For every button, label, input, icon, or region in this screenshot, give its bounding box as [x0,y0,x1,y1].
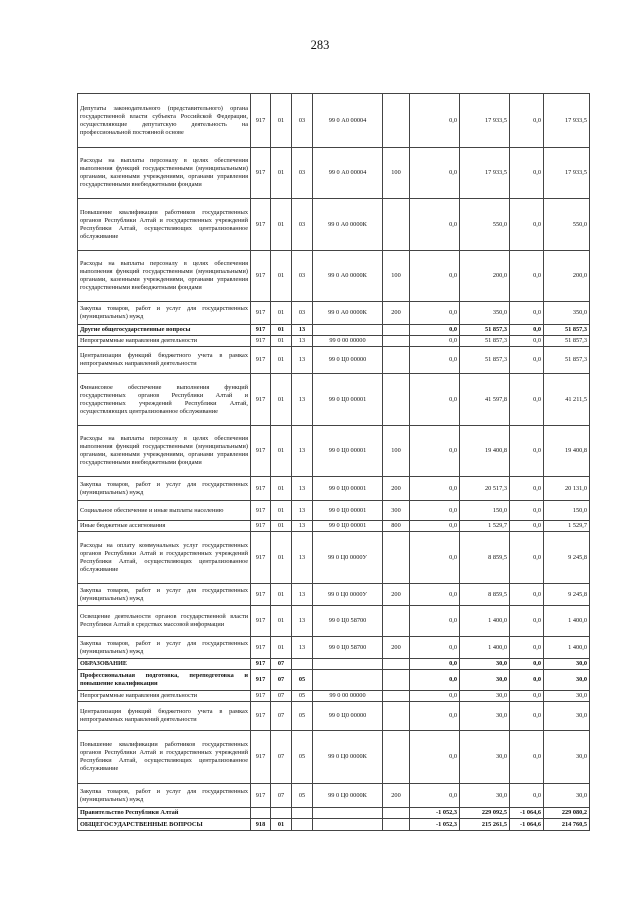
cell-subsection: 03 [292,199,313,251]
cell-amount-4: 200,0 [544,251,590,302]
cell-target-article: 99 0 Ц0 0000У [313,584,383,606]
table-row [78,501,590,521]
cell-expense-type [383,691,410,702]
cell-amount-2: 51 857,3 [460,347,510,374]
cell-target-article: 99 0 Ц0 00001 [313,426,383,477]
cell-amount-4: 9 245,8 [544,532,590,584]
cell-amount-1: 0,0 [410,731,460,784]
cell-amount-1: 0,0 [410,94,460,148]
cell-target-article: 99 0 Ц0 0000К [313,731,383,784]
cell-amount-4: 30,0 [544,731,590,784]
cell-target-article: 99 0 А0 0000К [313,199,383,251]
cell-section [271,808,292,819]
cell-amount-1: 0,0 [410,584,460,606]
cell-expense-type [383,325,410,336]
cell-section: 01 [271,584,292,606]
cell-expense-type [383,374,410,426]
cell-name: Расходы на выплаты персоналу в целях обеспечения выполнения функций государственными (муниципальными) органами, казенными учреждениями, органами управления государственными внебюджетными фондами [78,426,251,477]
cell-amount-2: 51 857,3 [460,325,510,336]
cell-amount-4: 51 857,3 [544,325,590,336]
cell-subsection: 13 [292,336,313,347]
cell-expense-type: 200 [383,584,410,606]
cell-amount-2: 350,0 [460,302,510,325]
cell-subsection: 13 [292,521,313,532]
cell-target-article: 99 0 Ц0 0000У [313,532,383,584]
table-row [78,199,590,251]
cell-amount-3: 0,0 [510,521,544,532]
cell-amount-1: 0,0 [410,501,460,521]
cell-expense-type [383,670,410,691]
table-row [78,374,590,426]
cell-amount-1: 0,0 [410,521,460,532]
cell-amount-1: 0,0 [410,670,460,691]
cell-name: Централизация функций бюджетного учета в рамках непрограммных направлений деятельности [78,702,251,731]
cell-amount-3: 0,0 [510,374,544,426]
cell-name: Расходы на оплату коммунальных услуг государственных органов Республики Алтай и государственных учреждений Республики Алтай, осуществляющих централизованное обслуживание [78,532,251,584]
table-row [78,532,590,584]
cell-amount-3: -1 064,6 [510,808,544,819]
cell-amount-2: 8 859,5 [460,532,510,584]
cell-target-article: 99 0 Ц0 0000К [313,784,383,808]
cell-amount-3: 0,0 [510,606,544,637]
cell-amount-4: 41 211,5 [544,374,590,426]
cell-amount-2: 41 597,8 [460,374,510,426]
table-row [78,148,590,199]
cell-amount-4: 1 400,0 [544,637,590,659]
cell-target-article [313,670,383,691]
cell-amount-4: 550,0 [544,199,590,251]
cell-section: 01 [271,148,292,199]
cell-name: Повышение квалификации работников государственных органов Республики Алтай и государственных учреждений Республики Алтай, осуществляющих централизованное обслуживание [78,199,251,251]
cell-section: 01 [271,94,292,148]
cell-expense-type: 300 [383,501,410,521]
cell-amount-3: 0,0 [510,670,544,691]
cell-expense-type [383,336,410,347]
cell-amount-4: 9 245,8 [544,584,590,606]
cell-amount-1: 0,0 [410,374,460,426]
cell-amount-1: -1 052,3 [410,808,460,819]
cell-org-code: 917 [251,302,271,325]
cell-org-code: 917 [251,659,271,670]
table-row [78,336,590,347]
cell-target-article: 99 0 Ц0 58700 [313,606,383,637]
cell-name: Правительство Республики Алтай [78,808,251,819]
cell-name: ОБЩЕГОСУДАРСТВЕННЫЕ ВОПРОСЫ [78,819,251,831]
cell-amount-2: 30,0 [460,731,510,784]
cell-name: Закупка товаров, работ и услуг для государственных (муниципальных) нужд [78,302,251,325]
cell-amount-4: 17 933,5 [544,94,590,148]
cell-amount-1: 0,0 [410,347,460,374]
cell-amount-3: 0,0 [510,691,544,702]
table-row [78,325,590,336]
cell-target-article: 99 0 А0 0000К [313,302,383,325]
cell-amount-3: 0,0 [510,659,544,670]
cell-amount-1: 0,0 [410,336,460,347]
cell-section: 01 [271,819,292,831]
cell-target-article: 99 0 А0 0000К [313,251,383,302]
cell-expense-type [383,347,410,374]
cell-name: Расходы на выплаты персоналу в целях обеспечения выполнения функций государственными (муниципальными) органами, казенными учреждениями, органами управления государственными внебюджетными фондами [78,148,251,199]
cell-name: Расходы на выплаты персоналу в целях обеспечения выполнения функций государственными (муниципальными) органами, казенными учреждениями, органами управления государственными внебюджетными фондами [78,251,251,302]
cell-name: Непрограммные направления деятельности [78,336,251,347]
cell-subsection [292,808,313,819]
cell-amount-2: 30,0 [460,691,510,702]
cell-target-article: 99 0 00 00000 [313,336,383,347]
cell-amount-3: 0,0 [510,148,544,199]
cell-section: 01 [271,637,292,659]
cell-subsection: 03 [292,148,313,199]
cell-section: 01 [271,477,292,501]
cell-section: 07 [271,731,292,784]
cell-subsection: 13 [292,501,313,521]
table-row [78,808,590,819]
cell-section: 01 [271,347,292,374]
cell-name: Освещение деятельности органов государственной власти Республики Алтай в средствах массовой информации [78,606,251,637]
cell-amount-3: 0,0 [510,94,544,148]
cell-amount-3: 0,0 [510,584,544,606]
cell-target-article: 99 0 Ц0 00000 [313,347,383,374]
cell-amount-3: 0,0 [510,501,544,521]
table-row [78,731,590,784]
cell-target-article [313,819,383,831]
cell-org-code: 917 [251,521,271,532]
cell-subsection: 05 [292,691,313,702]
cell-amount-4: 17 933,5 [544,148,590,199]
cell-target-article: 99 0 А0 00004 [313,148,383,199]
cell-amount-4: 51 857,3 [544,336,590,347]
cell-org-code: 917 [251,584,271,606]
cell-amount-2: 17 933,5 [460,148,510,199]
cell-section: 07 [271,784,292,808]
cell-section: 01 [271,302,292,325]
cell-amount-1: 0,0 [410,691,460,702]
cell-amount-4: 30,0 [544,784,590,808]
cell-expense-type [383,532,410,584]
cell-amount-4: 229 080,2 [544,808,590,819]
cell-org-code: 917 [251,784,271,808]
cell-expense-type: 200 [383,477,410,501]
cell-section: 07 [271,691,292,702]
cell-name: Финансовое обеспечение выполнения функций государственных органов Республики Алтай и государственных учреждений Республики Алтай, осуществляющих централизованное обслуживание [78,374,251,426]
cell-name: Закупка товаров, работ и услуг для государственных (муниципальных) нужд [78,784,251,808]
cell-amount-2: 20 517,3 [460,477,510,501]
cell-amount-3: 0,0 [510,199,544,251]
cell-expense-type [383,94,410,148]
cell-org-code: 917 [251,501,271,521]
cell-amount-3: 0,0 [510,336,544,347]
table-row [78,819,590,831]
cell-amount-4: 51 857,3 [544,347,590,374]
cell-subsection: 13 [292,325,313,336]
cell-amount-3: 0,0 [510,477,544,501]
cell-amount-1: 0,0 [410,199,460,251]
cell-amount-4: 30,0 [544,702,590,731]
cell-amount-1: 0,0 [410,251,460,302]
cell-section: 07 [271,659,292,670]
cell-amount-2: 30,0 [460,670,510,691]
cell-amount-1: 0,0 [410,532,460,584]
cell-subsection [292,659,313,670]
cell-target-article: 99 0 Ц0 00001 [313,501,383,521]
cell-subsection: 03 [292,251,313,302]
page-number: 283 [310,38,330,52]
cell-amount-3: 0,0 [510,532,544,584]
cell-amount-1: 0,0 [410,148,460,199]
cell-amount-2: 30,0 [460,784,510,808]
cell-amount-1: 0,0 [410,637,460,659]
cell-amount-3: -1 064,6 [510,819,544,831]
cell-amount-1: 0,0 [410,659,460,670]
cell-org-code: 917 [251,532,271,584]
cell-org-code: 917 [251,347,271,374]
cell-section: 01 [271,251,292,302]
cell-amount-3: 0,0 [510,347,544,374]
table-row [78,426,590,477]
budget-table [77,93,590,831]
cell-org-code [251,808,271,819]
cell-target-article: 99 0 00 00000 [313,691,383,702]
cell-expense-type [383,819,410,831]
cell-org-code: 917 [251,670,271,691]
cell-amount-3: 0,0 [510,426,544,477]
cell-subsection: 05 [292,670,313,691]
cell-org-code: 917 [251,148,271,199]
cell-name: Непрограммные направления деятельности [78,691,251,702]
cell-amount-2: 17 933,5 [460,94,510,148]
table-row [78,637,590,659]
cell-expense-type: 100 [383,251,410,302]
cell-subsection: 13 [292,347,313,374]
cell-amount-3: 0,0 [510,702,544,731]
cell-section: 01 [271,521,292,532]
cell-amount-3: 0,0 [510,302,544,325]
cell-name: Централизация функций бюджетного учета в рамках непрограммных направлений деятельности [78,347,251,374]
cell-name: Повышение квалификации работников государственных органов Республики Алтай и государственных учреждений Республики Алтай, осуществляющих централизованное обслуживание [78,731,251,784]
cell-amount-2: 1 400,0 [460,637,510,659]
table-row [78,691,590,702]
cell-section: 01 [271,501,292,521]
cell-org-code: 917 [251,325,271,336]
cell-name: Профессиональная подготовка, переподготовка и повышение квалификации [78,670,251,691]
cell-amount-4: 30,0 [544,659,590,670]
cell-subsection: 05 [292,784,313,808]
cell-target-article [313,659,383,670]
cell-name: Депутаты законодательного (представительного) органа государственной власти субъекта Российской Федерации, осуществляющие депутатскую деятельность на профессиональной постоянной основе [78,94,251,148]
cell-expense-type: 100 [383,148,410,199]
cell-amount-2: 30,0 [460,702,510,731]
cell-section: 07 [271,670,292,691]
cell-target-article [313,325,383,336]
cell-subsection: 13 [292,606,313,637]
cell-amount-4: 30,0 [544,691,590,702]
cell-amount-1: 0,0 [410,784,460,808]
cell-name: ОБРАЗОВАНИЕ [78,659,251,670]
cell-expense-type: 800 [383,521,410,532]
cell-name: Закупка товаров, работ и услуг для государственных (муниципальных) нужд [78,637,251,659]
cell-amount-2: 51 857,3 [460,336,510,347]
cell-amount-1: 0,0 [410,302,460,325]
cell-target-article [313,808,383,819]
cell-org-code: 917 [251,199,271,251]
cell-amount-1: 0,0 [410,477,460,501]
table-row [78,659,590,670]
cell-target-article: 99 0 Ц0 00001 [313,521,383,532]
cell-amount-2: 30,0 [460,659,510,670]
cell-subsection: 13 [292,426,313,477]
cell-amount-3: 0,0 [510,637,544,659]
cell-amount-4: 20 131,0 [544,477,590,501]
cell-name: Другие общегосударственные вопросы [78,325,251,336]
cell-name: Иные бюджетные ассигнования [78,521,251,532]
cell-section: 01 [271,199,292,251]
cell-amount-2: 19 400,8 [460,426,510,477]
cell-amount-4: 30,0 [544,670,590,691]
cell-org-code: 917 [251,731,271,784]
cell-expense-type: 200 [383,784,410,808]
cell-name: Социальное обеспечение и иные выплаты населению [78,501,251,521]
table-row [78,606,590,637]
cell-amount-2: 215 261,5 [460,819,510,831]
cell-subsection [292,819,313,831]
cell-amount-1: -1 052,3 [410,819,460,831]
cell-subsection: 05 [292,731,313,784]
cell-org-code: 917 [251,251,271,302]
cell-target-article: 99 0 Ц0 00001 [313,477,383,501]
cell-subsection: 13 [292,374,313,426]
cell-amount-3: 0,0 [510,731,544,784]
cell-org-code: 917 [251,374,271,426]
cell-subsection: 13 [292,477,313,501]
cell-section: 07 [271,702,292,731]
cell-amount-4: 19 400,8 [544,426,590,477]
cell-amount-1: 0,0 [410,325,460,336]
cell-target-article: 99 0 Ц0 00000 [313,702,383,731]
cell-target-article: 99 0 Ц0 00001 [313,374,383,426]
cell-amount-1: 0,0 [410,702,460,731]
cell-amount-2: 200,0 [460,251,510,302]
cell-org-code: 917 [251,336,271,347]
cell-name: Закупка товаров, работ и услуг для государственных (муниципальных) нужд [78,584,251,606]
cell-amount-1: 0,0 [410,426,460,477]
cell-expense-type [383,659,410,670]
cell-expense-type [383,808,410,819]
cell-amount-1: 0,0 [410,606,460,637]
cell-subsection: 13 [292,532,313,584]
cell-org-code: 917 [251,691,271,702]
cell-section: 01 [271,374,292,426]
cell-expense-type [383,606,410,637]
cell-org-code: 917 [251,702,271,731]
cell-section: 01 [271,325,292,336]
cell-org-code: 918 [251,819,271,831]
cell-subsection: 13 [292,637,313,659]
cell-expense-type [383,702,410,731]
cell-amount-2: 1 529,7 [460,521,510,532]
cell-amount-2: 550,0 [460,199,510,251]
table-row [78,670,590,691]
cell-amount-3: 0,0 [510,325,544,336]
cell-org-code: 917 [251,94,271,148]
cell-subsection: 05 [292,702,313,731]
cell-expense-type [383,199,410,251]
cell-section: 01 [271,426,292,477]
table-row [78,347,590,374]
cell-expense-type [383,731,410,784]
table-row [78,477,590,501]
table-row [78,784,590,808]
cell-name: Закупка товаров, работ и услуг для государственных (муниципальных) нужд [78,477,251,501]
cell-expense-type: 200 [383,302,410,325]
cell-section: 01 [271,606,292,637]
cell-expense-type: 200 [383,637,410,659]
cell-org-code: 917 [251,637,271,659]
cell-expense-type: 100 [383,426,410,477]
cell-org-code: 917 [251,426,271,477]
cell-amount-4: 150,0 [544,501,590,521]
cell-target-article: 99 0 А0 00004 [313,94,383,148]
cell-subsection: 13 [292,584,313,606]
table-row [78,521,590,532]
cell-org-code: 917 [251,477,271,501]
cell-amount-4: 350,0 [544,302,590,325]
cell-amount-2: 229 092,5 [460,808,510,819]
cell-org-code: 917 [251,606,271,637]
table-row [78,302,590,325]
cell-amount-4: 1 400,0 [544,606,590,637]
cell-section: 01 [271,532,292,584]
cell-amount-3: 0,0 [510,251,544,302]
table-row [78,94,590,148]
cell-amount-3: 0,0 [510,784,544,808]
cell-subsection: 03 [292,94,313,148]
cell-amount-2: 150,0 [460,501,510,521]
table-row [78,584,590,606]
cell-amount-4: 214 760,5 [544,819,590,831]
cell-target-article: 99 0 Ц0 58700 [313,637,383,659]
table-row [78,251,590,302]
cell-subsection: 03 [292,302,313,325]
cell-amount-4: 1 529,7 [544,521,590,532]
cell-section: 01 [271,336,292,347]
cell-amount-2: 8 859,5 [460,584,510,606]
table-row [78,702,590,731]
cell-amount-2: 1 400,0 [460,606,510,637]
